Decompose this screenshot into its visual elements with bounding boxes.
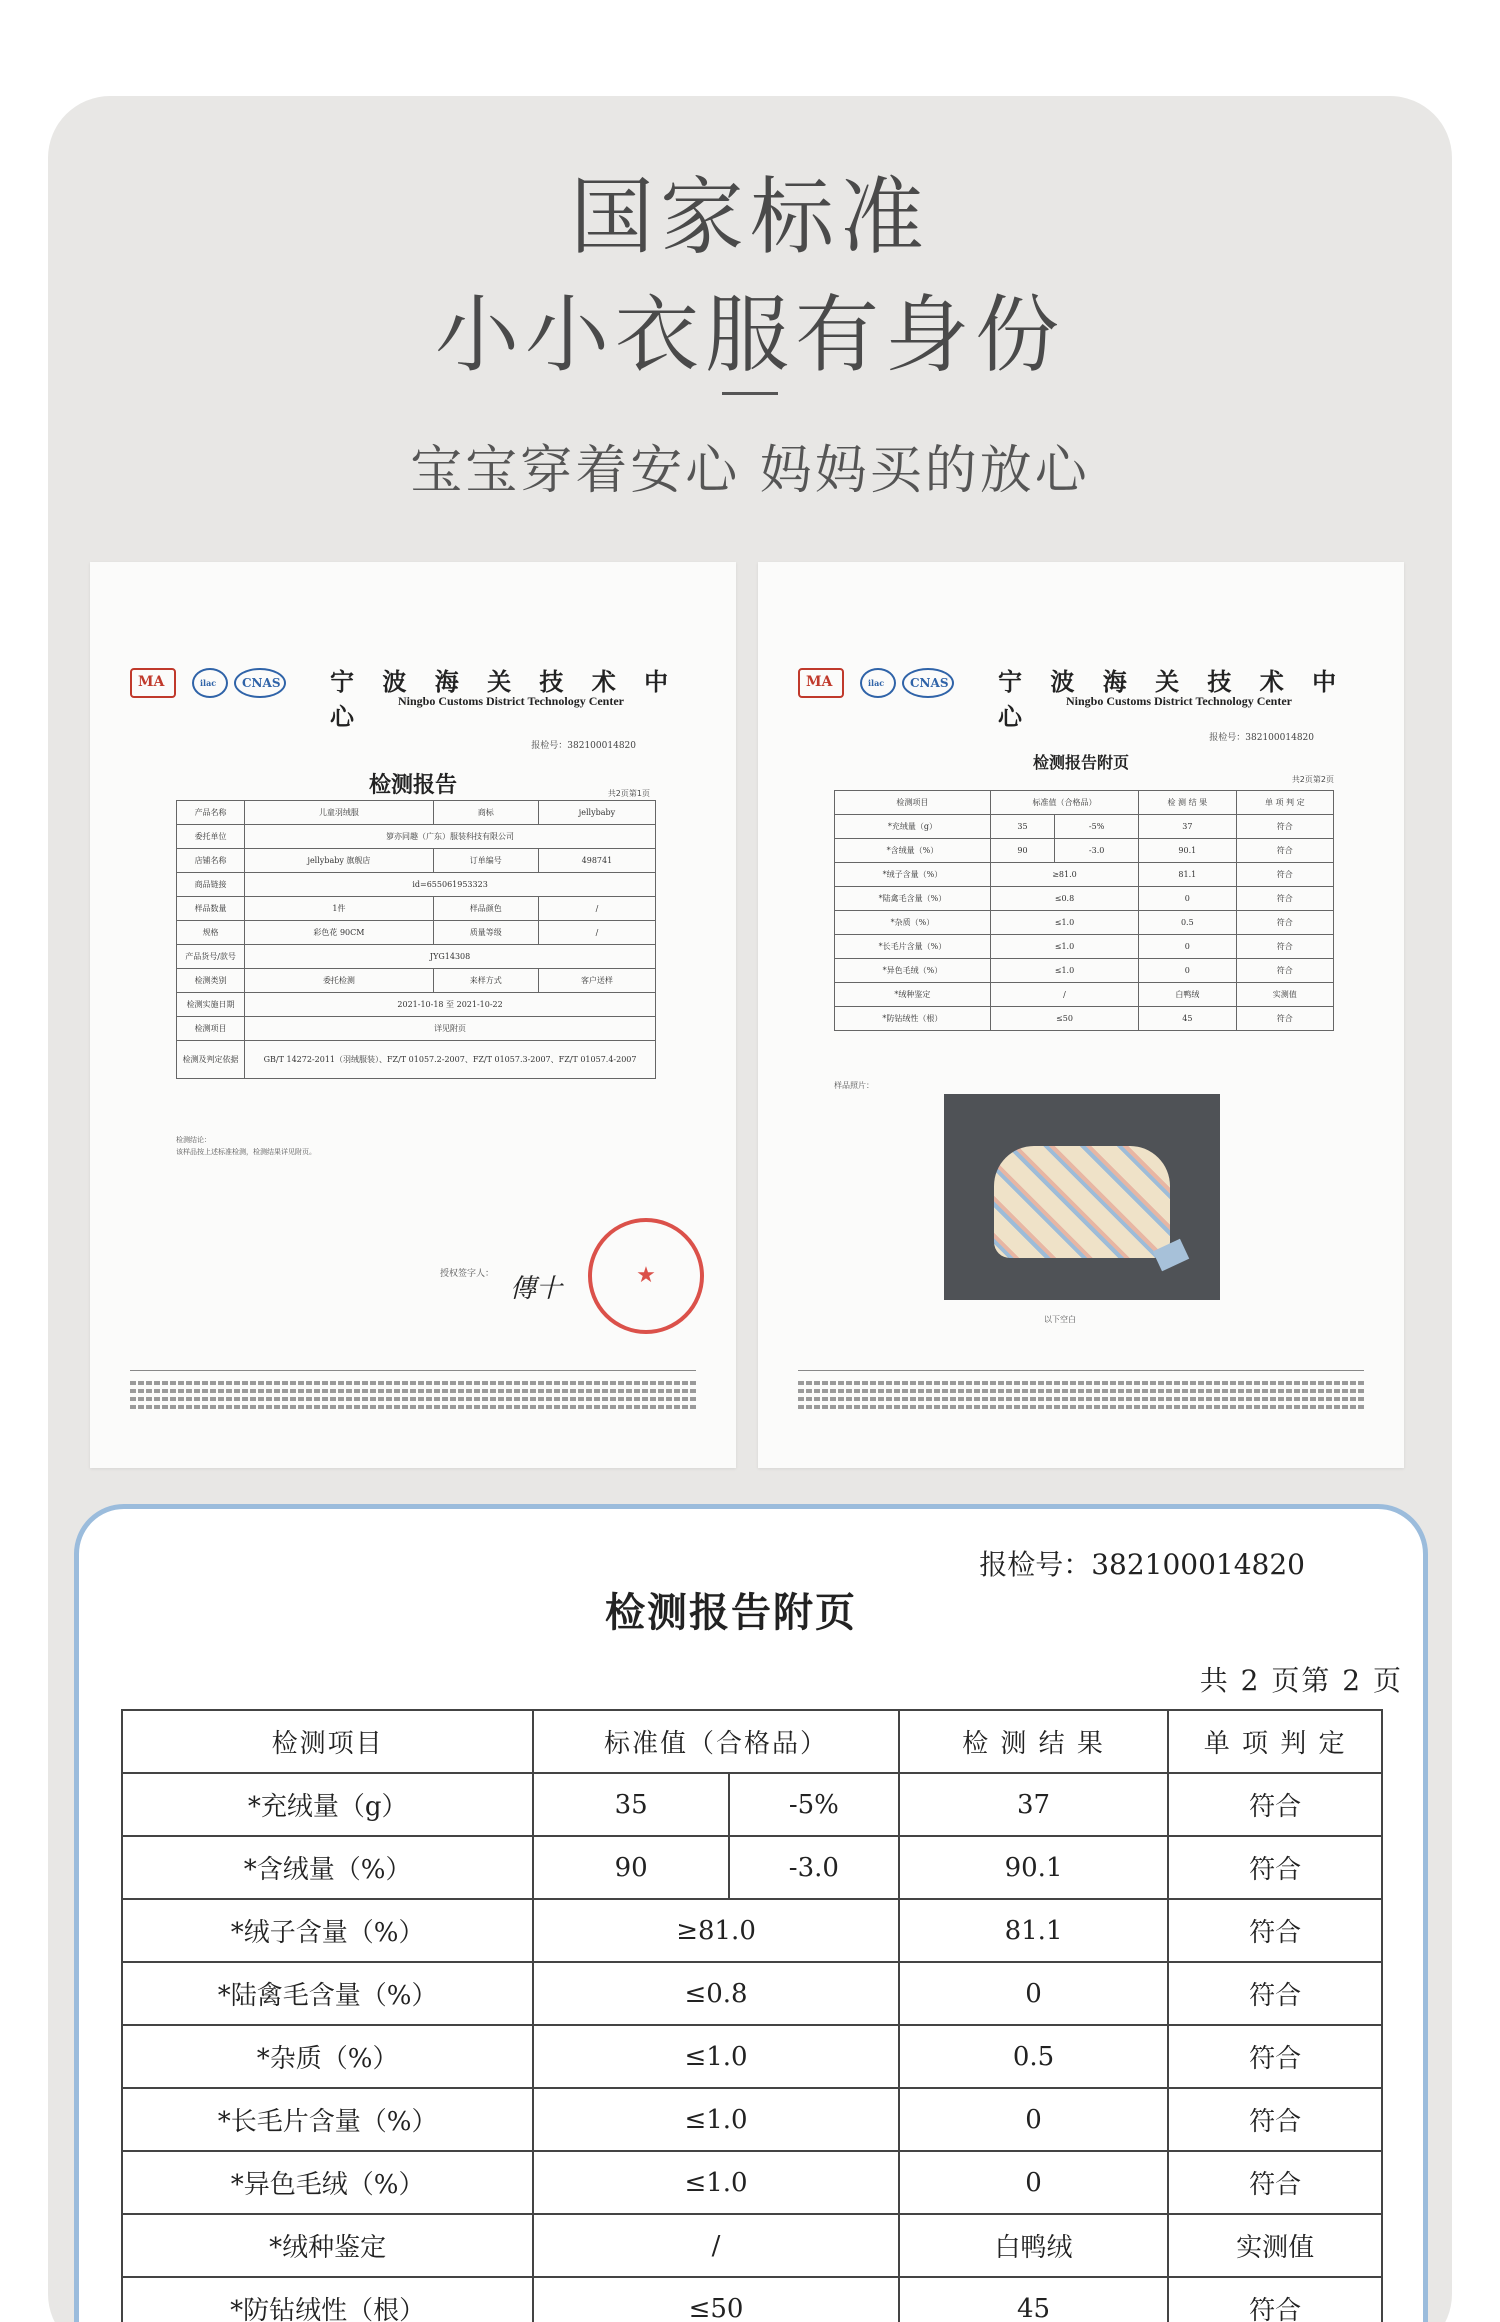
table-cell: 检测类别 (177, 969, 245, 993)
cell-item: *陆禽毛含量（%） (122, 1962, 533, 2025)
table-row (177, 801, 656, 825)
table-cell: ≤50 (990, 1007, 1138, 1031)
table-row (177, 1041, 656, 1079)
cell-standard: ≤0.8 (533, 1962, 898, 2025)
table-cell: 符合 (1236, 839, 1333, 863)
header-cell: 检测项目 (835, 791, 991, 815)
table-cell: 产品名称 (177, 801, 245, 825)
report-footer (130, 1370, 696, 1413)
cma-logo-icon: MA (130, 668, 176, 698)
table-cell: ≤1.0 (990, 959, 1138, 983)
report-number: 报检号：382100014820 (531, 741, 636, 751)
header-cell: 标准值（合格品） (990, 791, 1138, 815)
cnas-logo-icon: CNAS (234, 668, 286, 698)
org-name-en: Ningbo Customs District Technology Center (398, 694, 625, 708)
report-title: 检测报告附页 (605, 1589, 857, 1636)
report-number: 报检号：382100014820 (979, 1548, 1305, 1581)
table-cell: 来样方式 (433, 969, 538, 993)
table-row (177, 993, 656, 1017)
cell-item: *含绒量（%） (122, 1836, 533, 1899)
table-cell: id=655061953323 (245, 873, 656, 897)
end-mark: 以下空白 (1044, 1315, 1076, 1324)
table-row (835, 887, 1334, 911)
cell-item: *防钻绒性（根） (122, 2277, 533, 2322)
report-header (798, 660, 1364, 731)
cell-verdict: 符合 (1168, 1773, 1382, 1836)
cell-standard: 90 (533, 1836, 729, 1899)
table-row (835, 815, 1334, 839)
header-cell: 单 项 判 定 (1236, 791, 1333, 815)
cell-item: *充绒量（g） (122, 1773, 533, 1836)
table-row (177, 969, 656, 993)
table-cell: 0 (1139, 959, 1236, 983)
table-cell: / (990, 983, 1138, 1007)
table-cell: 订单编号 (433, 849, 538, 873)
results-table (121, 1709, 1383, 2322)
table-cell: 详见附页 (245, 1017, 656, 1041)
table-row (122, 2025, 1382, 2088)
table-cell: 彩色花 90CM (245, 921, 434, 945)
signature-mark: 傳十 (510, 1274, 563, 1304)
table-cell: ≤1.0 (990, 935, 1138, 959)
header-item: 检测项目 (122, 1710, 533, 1773)
headline-national-standard: 国家标准 (569, 168, 930, 266)
table-cell: 35 (990, 815, 1054, 839)
cell-verdict: 符合 (1168, 1962, 1382, 2025)
table-cell: *含绒量（%） (835, 839, 991, 863)
table-cell: 检测项目 (177, 1017, 245, 1041)
ilac-logo-icon: ilac (192, 668, 228, 698)
cell-result: 45 (899, 2277, 1169, 2322)
report-title: 检测报告 (368, 772, 457, 798)
table-cell: / (538, 921, 655, 945)
table-cell: 商品链接 (177, 873, 245, 897)
cell-item: *杂质（%） (122, 2025, 533, 2088)
table-cell: ≤1.0 (990, 911, 1138, 935)
table-cell: 45 (1139, 1007, 1236, 1031)
table-row (835, 1007, 1334, 1031)
cell-verdict: 实测值 (1168, 2214, 1382, 2277)
results-table-mini (834, 790, 1334, 1031)
zoomed-results-card (74, 1504, 1428, 2322)
headline-subtitle: 宝宝穿着安心 妈妈买的放心 (410, 441, 1090, 501)
org-name-cn: 宁 波 海 关 技 术 中 心 (330, 667, 679, 731)
table-cell: 儿童羽绒服 (245, 801, 434, 825)
table-cell: 符合 (1236, 911, 1333, 935)
table-row (122, 1773, 1382, 1836)
table-cell: jellybaby (538, 801, 655, 825)
table-cell: 符合 (1236, 959, 1333, 983)
cell-standard: 35 (533, 1773, 729, 1836)
cell-standard: / (533, 2214, 898, 2277)
table-cell: ≤0.8 (990, 887, 1138, 911)
headline-clothing-identity: 小小衣服有身份 (434, 286, 1065, 384)
conclusion-label: 检测结论： (176, 1136, 211, 1144)
table-cell: 0 (1139, 935, 1236, 959)
cell-verdict: 符合 (1168, 2025, 1382, 2088)
table-row (122, 2214, 1382, 2277)
table-row (122, 2277, 1382, 2322)
table-cell: *陆禽毛含量（%） (835, 887, 991, 911)
cell-result: 0 (899, 2151, 1169, 2214)
table-cell: 0 (1139, 887, 1236, 911)
sample-photo-label: 样品照片： (834, 1081, 874, 1090)
cnas-logo-icon: CNAS (902, 668, 954, 698)
conclusion-text: 该样品按上述标准检测，检测结果详见附页。 (176, 1148, 316, 1156)
table-row (177, 921, 656, 945)
table-row (177, 1017, 656, 1041)
table-cell: ≥81.0 (990, 863, 1138, 887)
test-report-page-1 (90, 562, 736, 1468)
cma-logo-icon: MA (798, 668, 844, 698)
heading-divider (722, 392, 778, 395)
cell-verdict: 符合 (1168, 2277, 1382, 2322)
cell-standard: ≤1.0 (533, 2088, 898, 2151)
table-cell: 委托单位 (177, 825, 245, 849)
table-row (122, 1836, 1382, 1899)
table-cell: 样品数量 (177, 897, 245, 921)
table-header-row (122, 1710, 1382, 1773)
table-cell: -5% (1055, 815, 1139, 839)
table-header-row (835, 791, 1334, 815)
test-report-page-2 (758, 562, 1404, 1468)
table-cell: 检测及判定依据 (177, 1041, 245, 1079)
table-cell: -3.0 (1055, 839, 1139, 863)
cell-item: *绒种鉴定 (122, 2214, 533, 2277)
cell-result: 0 (899, 1962, 1169, 2025)
cell-item: *绒子含量（%） (122, 1899, 533, 1962)
table-cell: 白鸭绒 (1139, 983, 1236, 1007)
cell-standard: ≤1.0 (533, 2025, 898, 2088)
table-cell: *绒子含量（%） (835, 863, 991, 887)
table-cell: 客户送样 (538, 969, 655, 993)
table-cell: *杂质（%） (835, 911, 991, 935)
cell-result: 0 (899, 2088, 1169, 2151)
table-cell: JYG14308 (245, 945, 656, 969)
ilac-logo-icon: ilac (860, 668, 896, 698)
cell-tolerance: -5% (729, 1773, 899, 1836)
report-number: 报检号：382100014820 (1209, 733, 1314, 743)
table-row (122, 2088, 1382, 2151)
cell-item: *长毛片含量（%） (122, 2088, 533, 2151)
table-cell: 符合 (1236, 935, 1333, 959)
page-indicator: 共 2 页第 2 页 (1199, 1664, 1403, 1697)
table-cell: GB/T 14272-2011（羽绒服装）、FZ/T 01057.2-2007、FZ/T 01057.3-2007、FZ/T 01057.4-2007 (245, 1041, 656, 1079)
table-row (177, 897, 656, 921)
table-cell: 90 (990, 839, 1054, 863)
table-cell: 商标 (433, 801, 538, 825)
cell-verdict: 符合 (1168, 2088, 1382, 2151)
header-result: 检 测 结 果 (899, 1710, 1169, 1773)
table-cell: 37 (1139, 815, 1236, 839)
table-cell: *充绒量（g） (835, 815, 991, 839)
table-row (122, 1899, 1382, 1962)
table-cell: 0.5 (1139, 911, 1236, 935)
header-standard: 标准值（合格品） (533, 1710, 898, 1773)
conclusion-block (176, 1134, 656, 1158)
cell-standard: ≤1.0 (533, 2151, 898, 2214)
cell-tolerance: -3.0 (729, 1836, 899, 1899)
table-row (177, 873, 656, 897)
cell-standard: ≥81.0 (533, 1899, 898, 1962)
cell-standard: ≤50 (533, 2277, 898, 2322)
table-cell: *异色毛绒（%） (835, 959, 991, 983)
table-cell: 符合 (1236, 1007, 1333, 1031)
table-cell: 委托检测 (245, 969, 434, 993)
table-cell: 样品颜色 (433, 897, 538, 921)
table-cell: *绒种鉴定 (835, 983, 991, 1007)
report-header (130, 660, 696, 731)
cell-verdict: 符合 (1168, 2151, 1382, 2214)
report-footer (798, 1370, 1364, 1413)
table-cell: 店铺名称 (177, 849, 245, 873)
table-cell: 箩亦同趣（广东）服装科技有限公司 (245, 825, 656, 849)
table-cell: 81.1 (1139, 863, 1236, 887)
cell-verdict: 符合 (1168, 1836, 1382, 1899)
table-cell: 符合 (1236, 887, 1333, 911)
table-cell: 498741 (538, 849, 655, 873)
cell-result: 81.1 (899, 1899, 1169, 1962)
table-cell: 1件 (245, 897, 434, 921)
cell-result: 0.5 (899, 2025, 1169, 2088)
table-row (835, 959, 1334, 983)
report-info-table (176, 800, 656, 1079)
table-row (835, 935, 1334, 959)
table-cell: 符合 (1236, 863, 1333, 887)
table-row (835, 839, 1334, 863)
header-verdict: 单 项 判 定 (1168, 1710, 1382, 1773)
table-cell: 检测实施日期 (177, 993, 245, 1017)
table-cell: jellybaby 旗舰店 (245, 849, 434, 873)
sample-photo (944, 1094, 1220, 1300)
cell-item: *异色毛绒（%） (122, 2151, 533, 2214)
jacket-image (994, 1146, 1170, 1258)
table-cell: *长毛片含量（%） (835, 935, 991, 959)
table-row (835, 983, 1334, 1007)
cell-result: 白鸭绒 (899, 2214, 1169, 2277)
table-row (835, 863, 1334, 887)
report-title: 检测报告附页 (1032, 753, 1129, 772)
org-name-cn: 宁 波 海 关 技 术 中 心 (998, 667, 1347, 731)
cell-result: 90.1 (899, 1836, 1169, 1899)
cell-result: 37 (899, 1773, 1169, 1836)
table-row (122, 1962, 1382, 2025)
table-cell: 产品货号/款号 (177, 945, 245, 969)
page-indicator: 共2页第1页 (607, 789, 650, 798)
org-name-en: Ningbo Customs District Technology Center (1066, 694, 1293, 708)
table-cell: 实测值 (1236, 983, 1333, 1007)
table-row (177, 945, 656, 969)
cell-verdict: 符合 (1168, 1899, 1382, 1962)
table-row (835, 911, 1334, 935)
table-cell: 规格 (177, 921, 245, 945)
table-cell: / (538, 897, 655, 921)
header-cell: 检 测 结 果 (1139, 791, 1236, 815)
official-stamp-icon: ★ (588, 1218, 704, 1334)
page-indicator: 共2页第2页 (1291, 775, 1334, 784)
table-cell: *防钻绒性（根） (835, 1007, 991, 1031)
signer-label: 授权签字人： (440, 1269, 495, 1279)
table-cell: 90.1 (1139, 839, 1236, 863)
table-row (177, 849, 656, 873)
table-row (177, 825, 656, 849)
table-cell: 符合 (1236, 815, 1333, 839)
table-cell: 质量等级 (433, 921, 538, 945)
table-cell: 2021-10-18 至 2021-10-22 (245, 993, 656, 1017)
table-row (122, 2151, 1382, 2214)
